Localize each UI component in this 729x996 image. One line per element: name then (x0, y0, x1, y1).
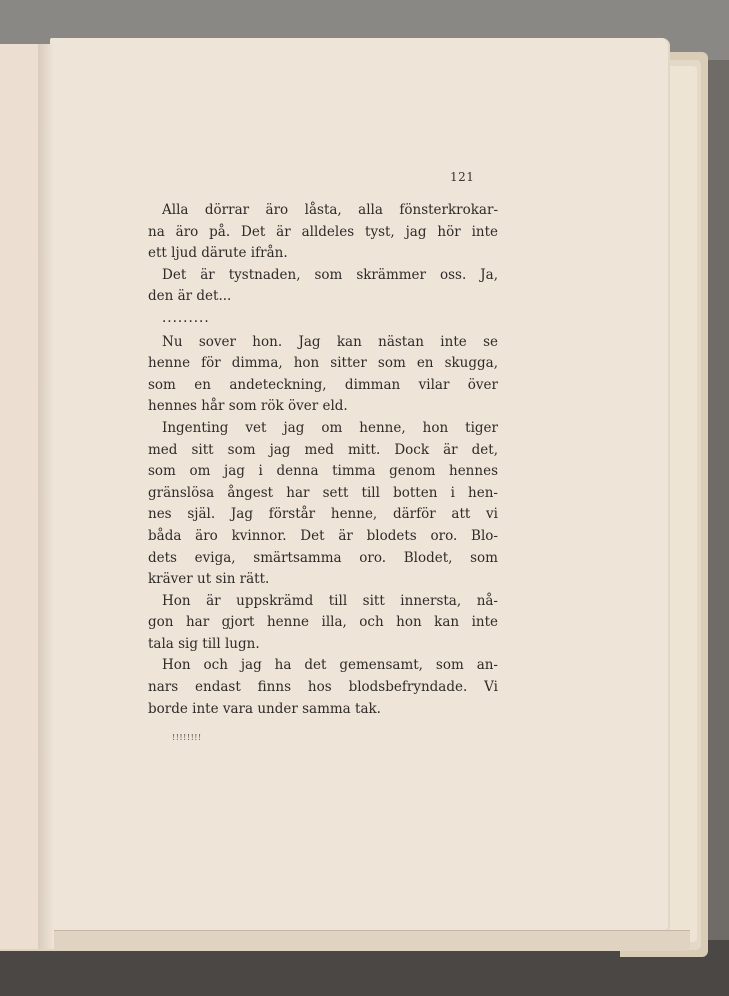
text-line: med sitt som jag med mitt. Dock är det, (148, 441, 498, 458)
text-line: ett ljud därute ifrån. (148, 245, 288, 262)
text-line: hennes hår som rök över eld. (148, 398, 348, 415)
page-text (148, 200, 498, 720)
text-line: borde inte vara under samma tak. (148, 700, 381, 717)
text-line: båda äro kvinnor. Det är blodets oro. Blo- (148, 527, 498, 544)
text-line: Hon och jag ha det gemensamt, som an- (162, 657, 498, 674)
text-line: som en andeteckning, dimman vilar över (148, 376, 498, 393)
text-line: kräver ut sin rätt. (148, 571, 270, 588)
text-line: ......... (162, 309, 210, 326)
text-line: tala sig till lugn. (148, 635, 260, 652)
text-line: na äro på. Det är alldeles tyst, jag hör inte (148, 223, 498, 240)
text-line: nars endast finns hos blodsbefryndade. Vi (148, 679, 498, 696)
text-line: Alla dörrar äro låsta, alla fönsterkrokar- (162, 202, 498, 218)
text-line: Ingenting vet jag om henne, hon tiger (162, 419, 498, 436)
text-line: gränslösa ångest har sett till botten i hen- (148, 484, 498, 501)
text-line: Hon är uppskrämd till sitt innersta, nå- (162, 592, 498, 609)
text-line: gon har gjort henne illa, och hon kan inte (148, 614, 498, 631)
page-number: 121 (450, 170, 475, 184)
text-line: dets eviga, smärtsamma oro. Blodet, som (148, 549, 498, 566)
tail-mark: !!!!!!!! (172, 733, 202, 742)
book-bottom-edge (0, 930, 690, 951)
book-gutter (38, 44, 54, 949)
text-line: Det är tystnaden, som skrämmer oss. Ja, (162, 266, 498, 283)
text-line: den är det... (148, 288, 232, 305)
text-line: henne för dimma, hon sitter som en skugga, (148, 355, 498, 372)
text-line: nes själ. Jag förstår henne, därför att vi (148, 506, 498, 523)
text-line: som om jag i denna timma genom hennes (148, 463, 498, 480)
text-line: Nu sover hon. Jag kan nästan inte se (162, 333, 498, 350)
